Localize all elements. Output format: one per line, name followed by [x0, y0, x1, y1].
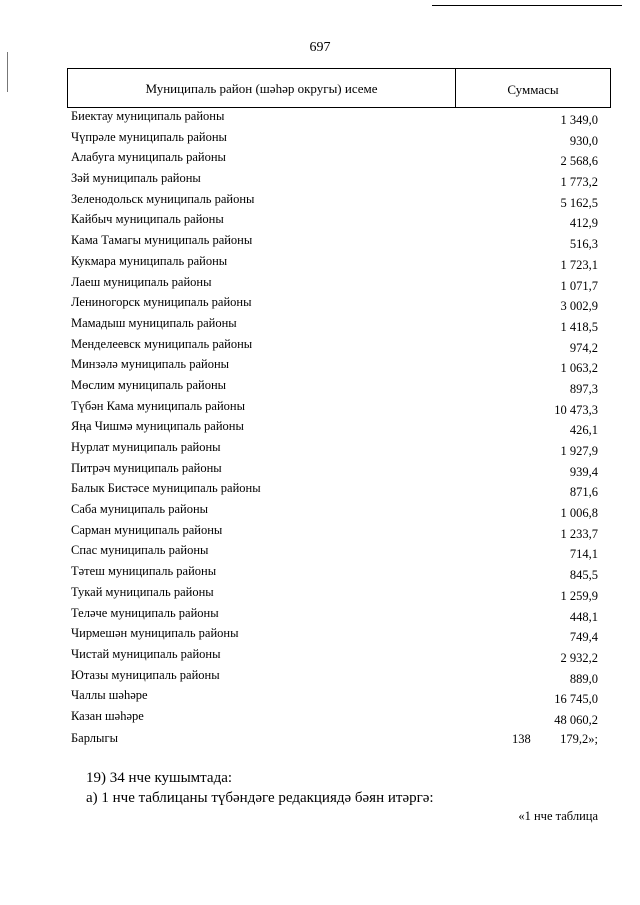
table-row [0, 542, 640, 563]
district-name: Ютазы муниципаль районы [71, 667, 220, 682]
table-row [0, 294, 640, 315]
district-amount: 1 723,1 [560, 257, 598, 272]
district-amount: 1 071,7 [560, 278, 598, 293]
district-name: Лаеш муниципаль районы [71, 274, 212, 289]
district-name: Менделеевск муниципаль районы [71, 336, 253, 351]
district-amount: 1 349,0 [560, 113, 598, 127]
district-amount: 3 002,9 [560, 299, 598, 314]
district-amount: 974,2 [569, 340, 598, 355]
top-rule [432, 5, 622, 6]
district-name: Нурлат муниципаль районы [71, 440, 221, 454]
district-name: Кама Тамагы муниципаль районы [71, 233, 253, 248]
table-row [0, 605, 640, 626]
district-amount: 1 233,7 [560, 526, 598, 541]
table-row [0, 211, 640, 232]
total-amount-rest: 179,2»; [560, 731, 598, 746]
table-row [0, 315, 640, 336]
district-amount: 1 063,2 [560, 361, 598, 376]
district-name: Балык Бистәсе муниципаль районы [71, 481, 261, 496]
table-row [0, 191, 640, 212]
district-name: Зәй муниципаль районы [71, 171, 201, 186]
district-name: Чистай муниципаль районы [71, 646, 221, 661]
table-row [0, 274, 640, 295]
district-amount: 1 259,9 [560, 588, 598, 603]
district-name: Биектау муниципаль районы [71, 109, 225, 123]
total-row [0, 729, 640, 751]
table-row [0, 563, 640, 584]
district-name: Зеленодольск муниципаль районы [71, 191, 255, 206]
table-row [0, 667, 640, 688]
district-amount: 412,9 [569, 216, 598, 231]
table-row [0, 584, 640, 605]
district-name: Спас муниципаль районы [71, 543, 209, 558]
table-row [0, 646, 640, 667]
district-amount: 714,1 [569, 547, 598, 562]
section-heading: 19) 34 нче кушымтада: [86, 770, 233, 786]
district-name: Чирмешән муниципаль районы [71, 626, 239, 641]
district-amount: 2 568,6 [560, 154, 598, 169]
total-amount-thousands: 138 [512, 731, 531, 746]
table-body [0, 108, 640, 751]
district-amount: 516,3 [569, 237, 598, 252]
table-row [0, 480, 640, 501]
table-row [0, 439, 640, 460]
table-row [0, 336, 640, 357]
table-row [0, 501, 640, 522]
district-amount: 1 773,2 [560, 175, 598, 190]
total-label: Барлыгы [71, 730, 118, 745]
table-row [0, 253, 640, 274]
table-row [0, 232, 640, 253]
table-row [0, 149, 640, 170]
district-amount: 5 162,5 [560, 195, 598, 210]
table-quote-label: «1 нче таблица [518, 809, 598, 823]
table-header [67, 68, 611, 108]
district-name: Питрәч муниципаль районы [71, 460, 222, 475]
table-row [0, 460, 640, 481]
district-name: Тукай муниципаль районы [71, 584, 214, 599]
district-name: Алабуга муниципаль районы [71, 150, 226, 165]
table-row [0, 522, 640, 543]
district-name: Мөслим муниципаль районы [71, 377, 227, 392]
district-amount: 10 473,3 [554, 402, 598, 417]
district-name: Минзәлә муниципаль районы [71, 357, 230, 372]
district-amount: 1 927,9 [560, 444, 598, 458]
district-name: Кайбыч муниципаль районы [71, 212, 224, 227]
table-row [0, 398, 640, 419]
district-amount: 749,4 [569, 630, 598, 645]
district-amount: 16 745,0 [554, 692, 598, 707]
district-amount: 897,3 [569, 381, 598, 396]
district-name: Мамадыш муниципаль районы [71, 315, 237, 330]
table-row [0, 418, 640, 439]
district-amount: 871,6 [569, 485, 598, 500]
instruction-line: а) 1 нче таблицаны түбәндәге редакциядә бәян итәргә: [86, 790, 434, 806]
district-amount: 889,0 [569, 671, 598, 686]
district-amount: 845,5 [569, 568, 598, 583]
district-name: Сарман муниципаль районы [71, 522, 223, 537]
district-amount: 426,1 [569, 423, 598, 438]
district-amount: 448,1 [569, 609, 598, 624]
district-name: Чүпрәле муниципаль районы [71, 129, 227, 144]
district-name: Лениногорск муниципаль районы [71, 295, 252, 310]
table-row [0, 129, 640, 150]
page-number: 697 [309, 40, 331, 55]
district-name: Тәтеш муниципаль районы [71, 564, 217, 579]
district-name: Казан шәһәре [71, 708, 144, 723]
district-name: Саба муниципаль районы [71, 502, 209, 517]
district-amount: 1 006,8 [560, 506, 598, 521]
table-row [0, 625, 640, 646]
margin-mark [7, 52, 8, 92]
table-row [0, 708, 640, 729]
district-name: Түбән Кама муниципаль районы [71, 398, 245, 413]
header-sum-column: Суммасы [507, 82, 559, 97]
district-amount: 1 418,5 [560, 319, 598, 334]
district-amount: 939,4 [569, 464, 598, 479]
district-amount: 2 932,2 [560, 650, 598, 665]
header-name-column: Муниципаль район (шәһәр округы) исеме [68, 69, 456, 107]
table-row [0, 356, 640, 377]
district-amount: 930,0 [569, 133, 598, 148]
district-name: Кукмара муниципаль районы [71, 253, 228, 268]
table-row [0, 687, 640, 708]
table-row [0, 377, 640, 398]
table-row [0, 170, 640, 191]
district-name: Яңа Чишмә муниципаль районы [71, 419, 244, 434]
table-row [0, 108, 640, 129]
district-amount: 48 060,2 [554, 712, 598, 727]
district-name: Чаллы шәһәре [71, 688, 148, 703]
district-name: Теләче муниципаль районы [71, 605, 219, 620]
